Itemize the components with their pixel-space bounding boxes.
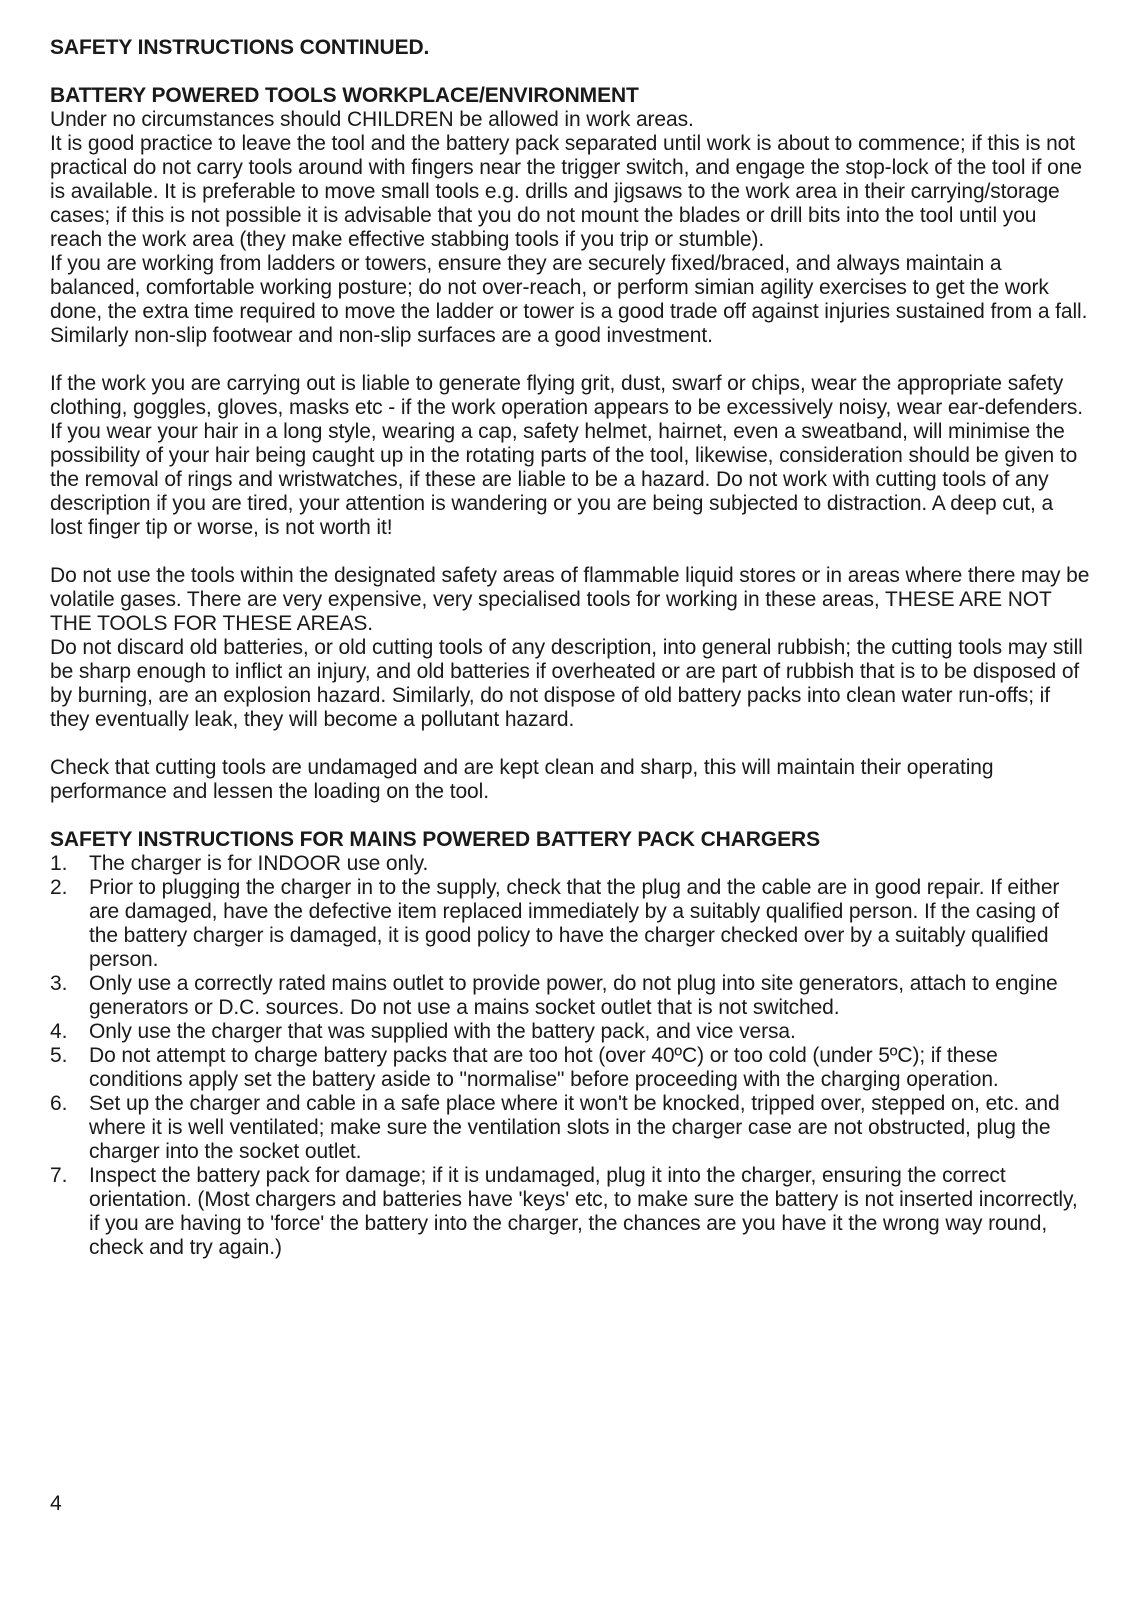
paragraph-tool-separation: It is good practice to leave the tool and the battery pack separated until work is about to commence; if this is not practical do not carry tools around with fingers near the trigger switch, and engage the stop-lock of the tool if one is available. It is preferable to move small tools e.g. drills and jigsaws to the work area in their carrying/storage cases; if this is not possible it is advisable that you do not mount the blades or drill bits into the tool until you reach the work area (they make effective stabbing tools if you trip or stumble).	[50, 132, 1082, 251]
list-item-number: 1.	[50, 852, 68, 875]
section-heading-chargers: SAFETY INSTRUCTIONS FOR MAINS POWERED BATTERY PACK CHARGERS	[50, 828, 820, 851]
list-item-text: Only use the charger that was supplied with the battery pack, and vice versa.	[89, 1020, 796, 1043]
section-heading-workplace: BATTERY POWERED TOOLS WORKPLACE/ENVIRONMENT	[50, 84, 639, 107]
list-item-number: 3.	[50, 972, 68, 995]
list-item	[50, 1164, 1090, 1260]
paragraph-safety-clothing: If the work you are carrying out is liable to generate flying grit, dust, swarf or chips, wear the appropriate safety clothing, goggles, gloves, masks etc - if the work operation appears to be excessively noisy, wear ear-defenders. If you wear your hair in a long style, wearing a cap, safety helmet, hairnet, even a sweatband, will minimise the possibility of your hair being caught up in the rotating parts of the tool, likewise, consideration should be given to the removal of rings and wristwatches, if these are liable to be a hazard. Do not work with cutting tools of any description if you are tired, your attention is wandering or you are being subjected to distraction. A deep cut, a lost finger tip or worse, is not worth it!	[50, 372, 1084, 539]
list-item	[50, 1044, 1090, 1092]
list-item-text: Set up the charger and cable in a safe place where it won't be knocked, tripped over, stepped on, etc. and where it is well ventilated; make sure the ventilation slots in the charger case are not obstructed, plug the charger into the socket outlet.	[89, 1092, 1060, 1163]
paragraph-ladders: If you are working from ladders or towers, ensure they are securely fixed/braced, and always maintain a balanced, comfortable working posture; do not over-reach, or perform simian agility exercises to get the work done, the extra time required to move the ladder or tower is a good trade off against injuries sustained from a fall. Similarly non-slip footwear and non-slip surfaces are a good investment.	[50, 252, 1088, 347]
list-item	[50, 876, 1090, 972]
paragraph-flammable-areas: Do not use the tools within the designated safety areas of flammable liquid stores or in areas where there may be volatile gases. There are very expensive, very specialised tools for working in these areas, THESE ARE NOT THE TOOLS FOR THESE AREAS.	[50, 564, 1090, 635]
paragraph-children: Under no circumstances should CHILDREN be allowed in work areas.	[50, 108, 694, 131]
list-item	[50, 852, 1090, 876]
paragraph-disposal: Do not discard old batteries, or old cutting tools of any description, into general rubbish; the cutting tools may still be sharp enough to inflict an injury, and old batteries if overheated or are part of rubbish that is to be disposed of by burning, are an explosion hazard. Similarly, do not dispose of old battery packs into clean water run-offs; if they eventually leak, they will become a pollutant hazard.	[50, 636, 1083, 731]
page-number: 4	[50, 1492, 62, 1515]
list-item-text: Only use a correctly rated mains outlet to provide power, do not plug into site generators, attach to engine generators or D.C. sources. Do not use a mains socket outlet that is not switched.	[89, 972, 1058, 1019]
paragraph-cutting-tools: Check that cutting tools are undamaged and are kept clean and sharp, this will maintain their operating performance and lessen the loading on the tool.	[50, 756, 994, 803]
list-item-text: Do not attempt to charge battery packs that are too hot (over 40ºC) or too cold (under 5ºC); if these conditions apply set the battery aside to "normalise" before proceeding with the charging operation.	[89, 1044, 999, 1091]
list-item-number: 7.	[50, 1164, 68, 1187]
page-title: SAFETY INSTRUCTIONS CONTINUED.	[50, 36, 430, 59]
list-item-number: 4.	[50, 1020, 68, 1043]
list-item-text: Inspect the battery pack for damage; if it is undamaged, plug it into the charger, ensuring the correct orientation. (Most chargers and batteries have 'keys' etc, to make sure the battery is not inserted incorrectly, if you are having to 'force' the battery into the charger, the chances are you have it the wrong way round, check and try again.)	[89, 1164, 1078, 1259]
charger-instructions-list	[50, 852, 1090, 1260]
list-item	[50, 972, 1090, 1020]
list-item-text: The charger is for INDOOR use only.	[89, 852, 429, 875]
list-item-text: Prior to plugging the charger in to the supply, check that the plug and the cable are in good repair. If either are damaged, have the defective item replaced immediately by a suitably qualified person. If the casing of the battery charger is damaged, it is good policy to have the charger checked over by a suitably qualified person.	[89, 876, 1060, 971]
list-item-number: 5.	[50, 1044, 68, 1067]
list-item-number: 2.	[50, 876, 68, 899]
list-item	[50, 1020, 1090, 1044]
list-item	[50, 1092, 1090, 1164]
list-item-number: 6.	[50, 1092, 68, 1115]
document-page	[50, 36, 1090, 1260]
